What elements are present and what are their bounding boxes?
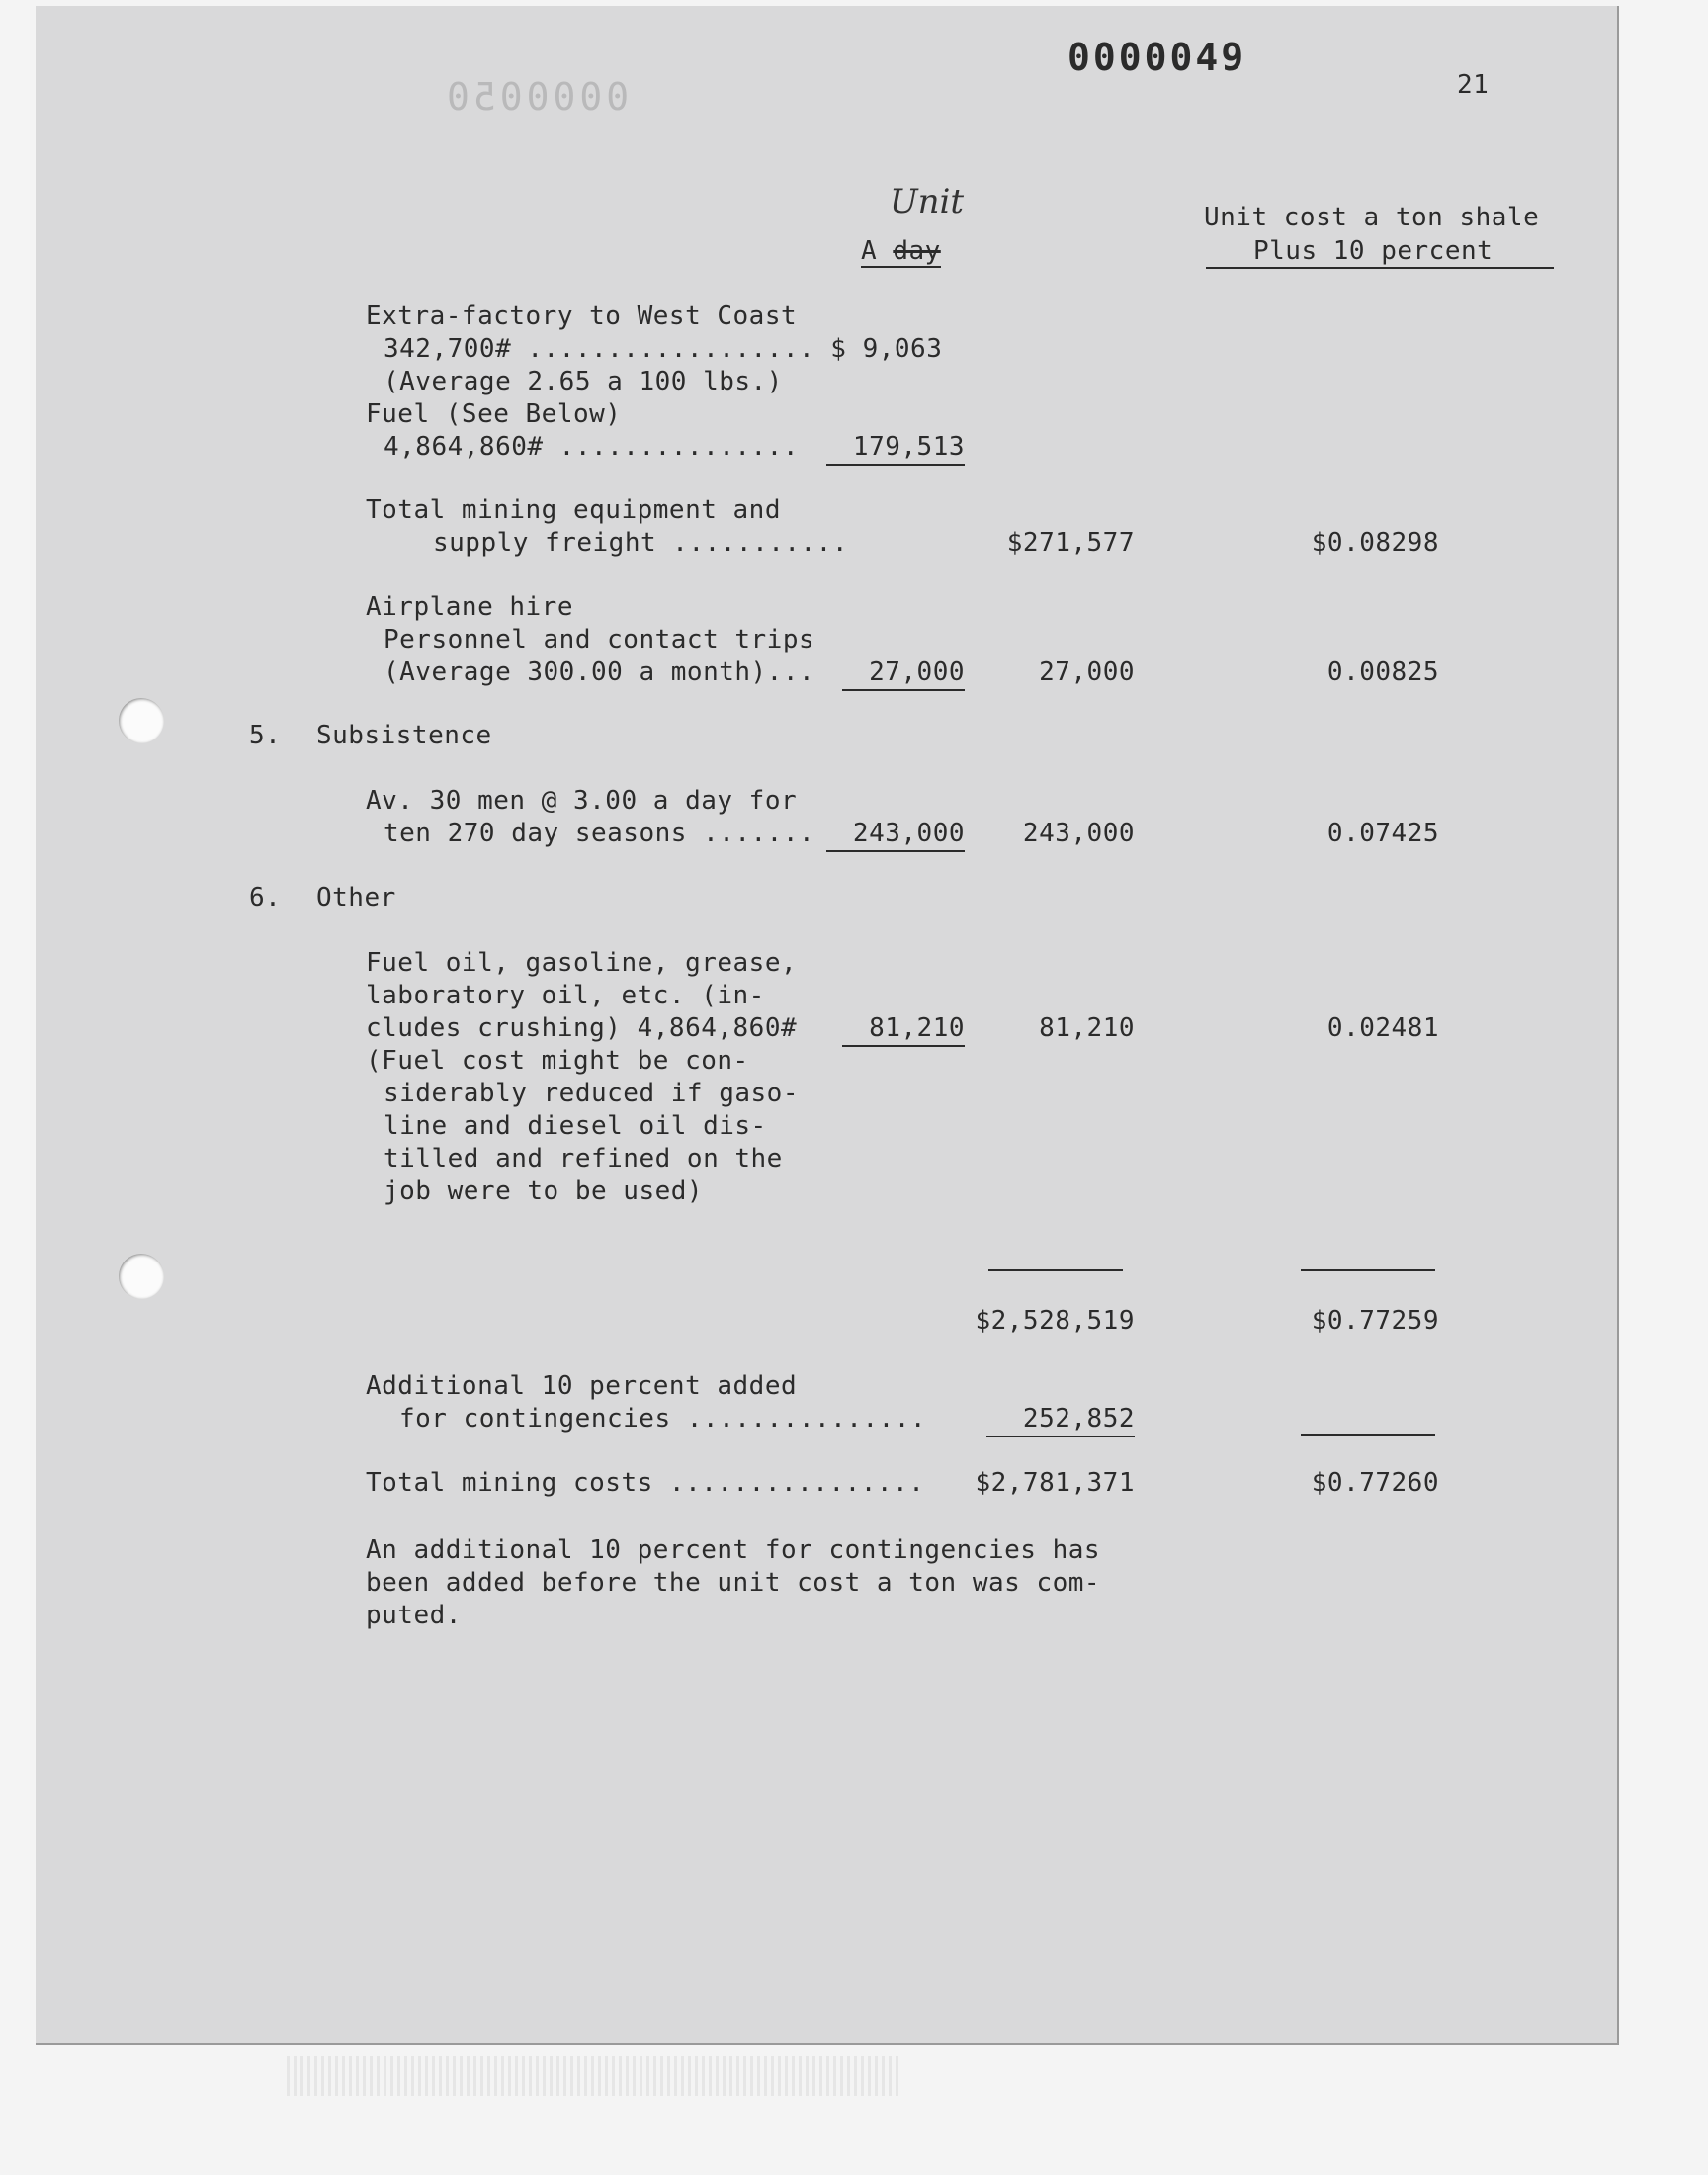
col1-header-prefix: A [861, 236, 878, 266]
col1-header-struck: day [893, 236, 941, 266]
total-freight-value: $271,577 [1006, 528, 1135, 558]
airplane-value: 27,000 [1039, 657, 1135, 687]
contingency-line1: Additional 10 percent added [366, 1371, 798, 1401]
section6-value: 81,210 [1039, 1013, 1135, 1043]
note-line2: been added before the unit cost a ton was com- [366, 1568, 1101, 1598]
section5-number: 5. [249, 721, 282, 750]
freight-line1: Extra-factory to West Coast [366, 302, 798, 331]
airplane-unit: 0.00825 [1326, 657, 1439, 687]
section6-line6: line and diesel oil dis- [384, 1111, 767, 1141]
note-line3: puted. [366, 1601, 462, 1630]
section5-line2: ten 270 day seasons ....... [384, 819, 815, 848]
contingency-value: 252,852 [986, 1403, 1135, 1437]
airplane-line1: Airplane hire [366, 592, 573, 622]
contingency-rule-unit [1301, 1434, 1435, 1436]
page-number: 21 [1457, 70, 1490, 100]
subtotal-rule-unit [1301, 1269, 1435, 1271]
col1-header [861, 235, 941, 268]
col3-header-line2: Plus 10 percent [1253, 236, 1494, 266]
freight-line4: Fuel (See Below) [366, 399, 622, 429]
airplane-line2: Personnel and contact trips [384, 625, 815, 654]
freight-line2: 342,700# .................. $ 9,063 [384, 334, 943, 364]
subtotal-unit: $0.77259 [1311, 1306, 1439, 1336]
scan-margin-noise [287, 2056, 899, 2096]
section5-line1: Av. 30 men @ 3.00 a day for [366, 786, 798, 816]
note-line1: An additional 10 percent for contingencies has [366, 1535, 1101, 1565]
section6-line2: laboratory oil, etc. (in- [366, 981, 765, 1010]
section5-value: 243,000 [1022, 819, 1135, 848]
section6-line7: tilled and refined on the [384, 1144, 783, 1174]
col3-header-underline [1206, 267, 1554, 269]
contingency-line2: for contingencies ............... [399, 1404, 927, 1434]
section6-number: 6. [249, 883, 282, 913]
section6-unit: 0.02481 [1326, 1013, 1439, 1043]
total-freight-line2: supply freight ........... [433, 528, 848, 558]
airplane-a-value: 27,000 [842, 656, 965, 691]
handwritten-unit: Unit [890, 182, 965, 221]
total-freight-line1: Total mining equipment and [366, 495, 781, 525]
punch-hole-upper [119, 698, 164, 743]
total-label: Total mining costs ................ [366, 1468, 925, 1498]
airplane-line3: (Average 300.00 a month)... [384, 657, 815, 687]
freight-line3: (Average 2.65 a 100 lbs.) [384, 367, 783, 396]
col3-header-line1: Unit cost a ton shale [1204, 203, 1540, 232]
section6-line1: Fuel oil, gasoline, grease, [366, 948, 798, 978]
ghost-stamp-number: 0000050 [443, 75, 630, 119]
total-value: $2,781,371 [975, 1468, 1135, 1498]
section5-title: Subsistence [316, 721, 492, 750]
total-freight-unit: $0.08298 [1311, 528, 1439, 558]
section6-a-value: 81,210 [842, 1012, 965, 1047]
freight-fuel-value: 179,513 [826, 431, 965, 466]
stamp-number: 0000049 [1068, 36, 1247, 79]
section6-line8: job were to be used) [384, 1176, 704, 1206]
section5-unit: 0.07425 [1326, 819, 1439, 848]
section6-line5: siderably reduced if gaso- [384, 1079, 799, 1108]
section6-line4: (Fuel cost might be con- [366, 1046, 749, 1076]
subtotal-value: $2,528,519 [975, 1306, 1135, 1336]
total-unit: $0.77260 [1311, 1468, 1439, 1498]
section6-title: Other [316, 883, 396, 913]
punch-hole-lower [119, 1254, 164, 1299]
freight-line5: 4,864,860# ............... [384, 432, 799, 462]
document-page [36, 6, 1619, 2044]
subtotal-rule-value [988, 1269, 1123, 1271]
section5-a-value: 243,000 [826, 818, 965, 852]
section6-line3: cludes crushing) 4,864,860# [366, 1013, 798, 1043]
